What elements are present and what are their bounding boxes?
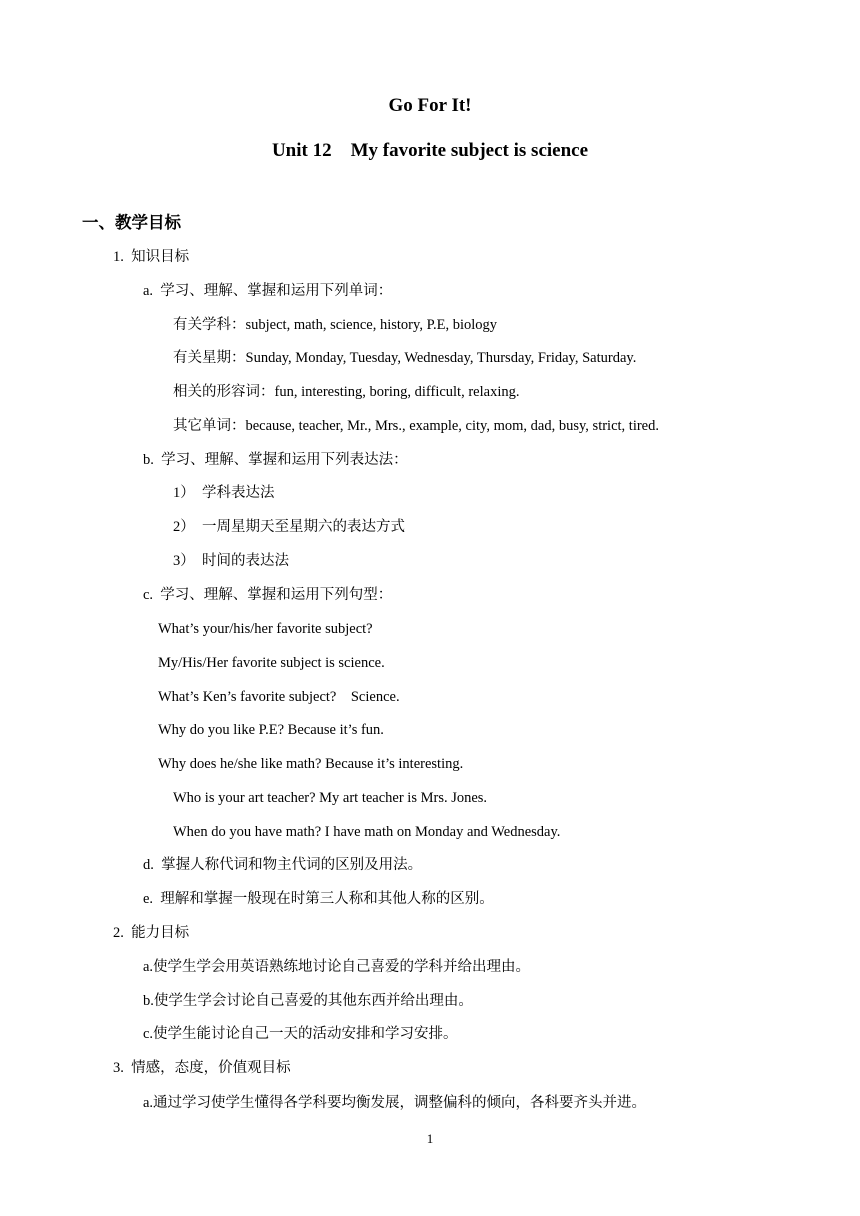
- sentence-pattern: Why does he/she like math? Because it’s interesting.: [158, 756, 464, 772]
- ability-goal: b.使学生学会讨论自己喜爱的其他东西并给出理由。: [143, 993, 473, 1009]
- sentence-pattern: What’s your/his/her favorite subject?: [158, 621, 373, 637]
- document-subtitle: Unit 12 My favorite subject is science: [271, 140, 589, 161]
- ability-goal: c.使学生能讨论自己一天的活动安排和学习安排。: [143, 1026, 458, 1042]
- ability-goal: a.使学生学会用英语熟练地讨论自己喜爱的学科并给出理由。: [143, 959, 531, 975]
- sentence-pattern: My/His/Her favorite subject is science.: [158, 655, 385, 671]
- document-title: Go For It!: [388, 95, 472, 116]
- knowledge-goals-label: 1. 知识目标: [113, 249, 190, 265]
- expression-item: 2） 一周星期天至星期六的表达方式: [173, 519, 405, 535]
- vocab-line: 相关的形容词：fun, interesting, boring, difficult, relaxing.: [173, 384, 520, 400]
- sentence-pattern: Who is your art teacher? My art teacher is Mrs. Jones.: [173, 790, 488, 806]
- page-number: 1: [426, 1131, 434, 1146]
- sentence-patterns-heading: c. 学习、理解、掌握和运用下列句型：: [143, 587, 393, 603]
- pronoun-goal: d. 掌握人称代词和物主代词的区别及用法。: [143, 857, 423, 873]
- emotion-goals-label: 3. 情感，态度，价值观目标: [113, 1060, 291, 1076]
- ability-goals-label: 2. 能力目标: [113, 925, 190, 941]
- vocab-line: 有关学科：subject, math, science, history, P.E, biology: [173, 317, 498, 333]
- present-tense-goal: e. 理解和掌握一般现在时第三人称和其他人称的区别。: [143, 891, 494, 907]
- expression-item: 3） 时间的表达法: [173, 553, 289, 569]
- vocab-line: 有关星期：Sunday, Monday, Tuesday, Wednesday, Thursday, Friday, Saturday.: [173, 350, 637, 366]
- sentence-pattern: What’s Ken’s favorite subject? Science.: [158, 689, 400, 705]
- section-heading: 一、教学目标: [82, 213, 181, 232]
- sentence-pattern: When do you have math? I have math on Monday and Wednesday.: [173, 824, 561, 840]
- emotion-goal: a.通过学习使学生懂得各学科要均衡发展，调整偏科的倾向，各科要齐头并进。: [143, 1095, 647, 1111]
- vocab-heading: a. 学习、理解、掌握和运用下列单词：: [143, 283, 393, 299]
- expressions-heading: b. 学习、理解、掌握和运用下列表达法：: [143, 452, 408, 468]
- vocab-line: 其它单词：because, teacher, Mr., Mrs., example, city, mom, dad, busy, strict, tired.: [173, 418, 659, 434]
- expression-item: 1） 学科表达法: [173, 485, 275, 501]
- sentence-pattern: Why do you like P.E? Because it’s fun.: [158, 722, 384, 738]
